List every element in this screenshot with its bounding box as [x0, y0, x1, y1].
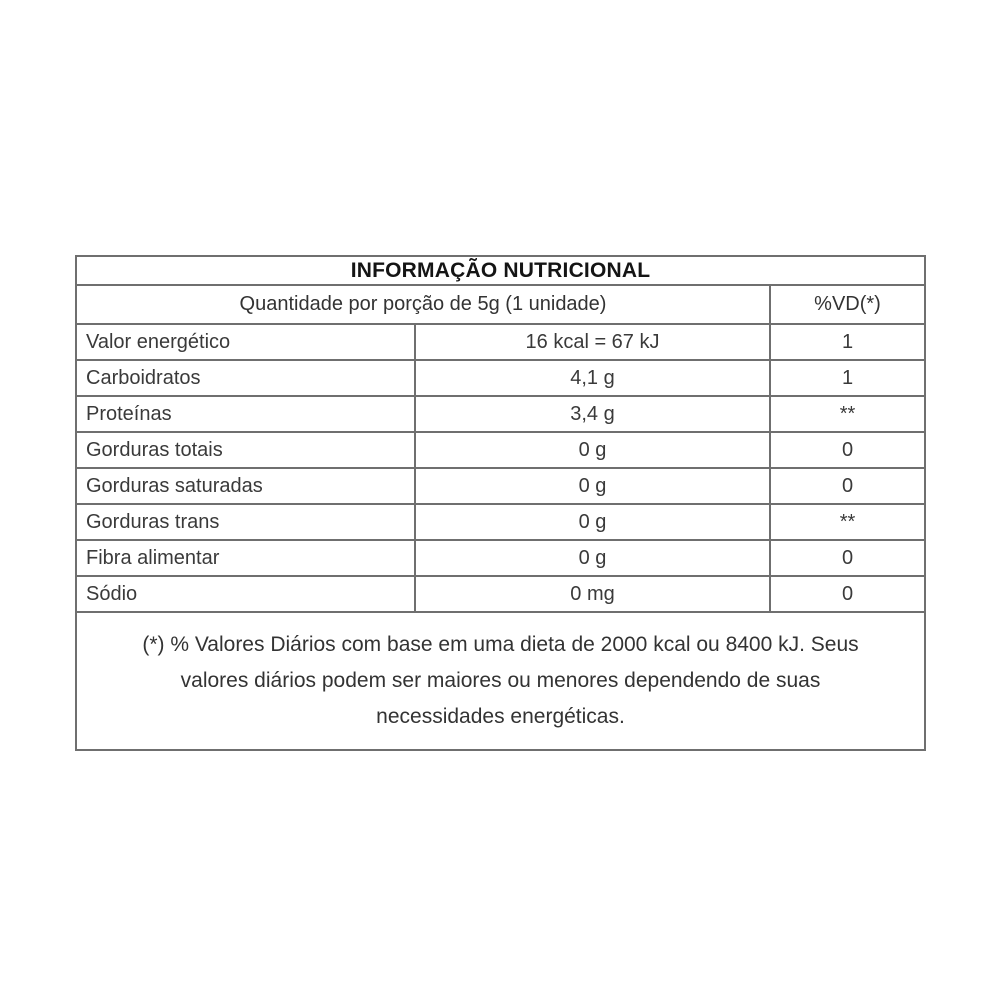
nutrient-dv: 1	[770, 324, 925, 360]
serving-size-header: Quantidade por porção de 5g (1 unidade)	[76, 285, 770, 324]
nutrient-amount: 0 mg	[415, 576, 770, 612]
nutrient-amount: 16 kcal = 67 kJ	[415, 324, 770, 360]
nutrient-amount: 0 g	[415, 540, 770, 576]
footnote-line: (*) % Valores Diários com base em uma dieta de 2000 kcal ou 8400 kJ. Seus	[142, 633, 859, 656]
daily-values-footnote	[76, 612, 925, 750]
nutrient-dv: 0	[770, 468, 925, 504]
nutrient-name: Gorduras totais	[76, 432, 415, 468]
footnote-line: valores diários podem ser maiores ou menores dependendo de suas	[180, 669, 821, 692]
nutrient-name: Carboidratos	[76, 360, 415, 396]
nutrient-name: Gorduras saturadas	[76, 468, 415, 504]
daily-value-header: %VD(*)	[770, 285, 925, 324]
nutrient-dv: **	[770, 504, 925, 540]
nutrient-dv: 0	[770, 432, 925, 468]
table-row	[76, 576, 925, 612]
table-row	[76, 504, 925, 540]
nutrition-facts-table	[75, 255, 926, 751]
title-row	[76, 256, 925, 285]
nutrient-name: Valor energético	[76, 324, 415, 360]
table-title: INFORMAÇÃO NUTRICIONAL	[76, 256, 925, 285]
footnote-line: necessidades energéticas.	[376, 705, 625, 728]
nutrient-amount: 0 g	[415, 504, 770, 540]
nutrient-name: Proteínas	[76, 396, 415, 432]
nutrient-name: Sódio	[76, 576, 415, 612]
table-row	[76, 360, 925, 396]
nutrient-name: Fibra alimentar	[76, 540, 415, 576]
nutrient-dv: 0	[770, 576, 925, 612]
nutrient-amount: 0 g	[415, 468, 770, 504]
nutrient-dv: **	[770, 396, 925, 432]
nutrient-dv: 0	[770, 540, 925, 576]
table-row	[76, 540, 925, 576]
nutrient-amount: 0 g	[415, 432, 770, 468]
nutrient-amount: 4,1 g	[415, 360, 770, 396]
nutrient-amount: 3,4 g	[415, 396, 770, 432]
header-row	[76, 285, 925, 324]
table-row	[76, 396, 925, 432]
footnote-row	[76, 612, 925, 750]
nutrient-dv: 1	[770, 360, 925, 396]
nutrient-name: Gorduras trans	[76, 504, 415, 540]
table-row	[76, 468, 925, 504]
table-row	[76, 432, 925, 468]
table-row	[76, 324, 925, 360]
